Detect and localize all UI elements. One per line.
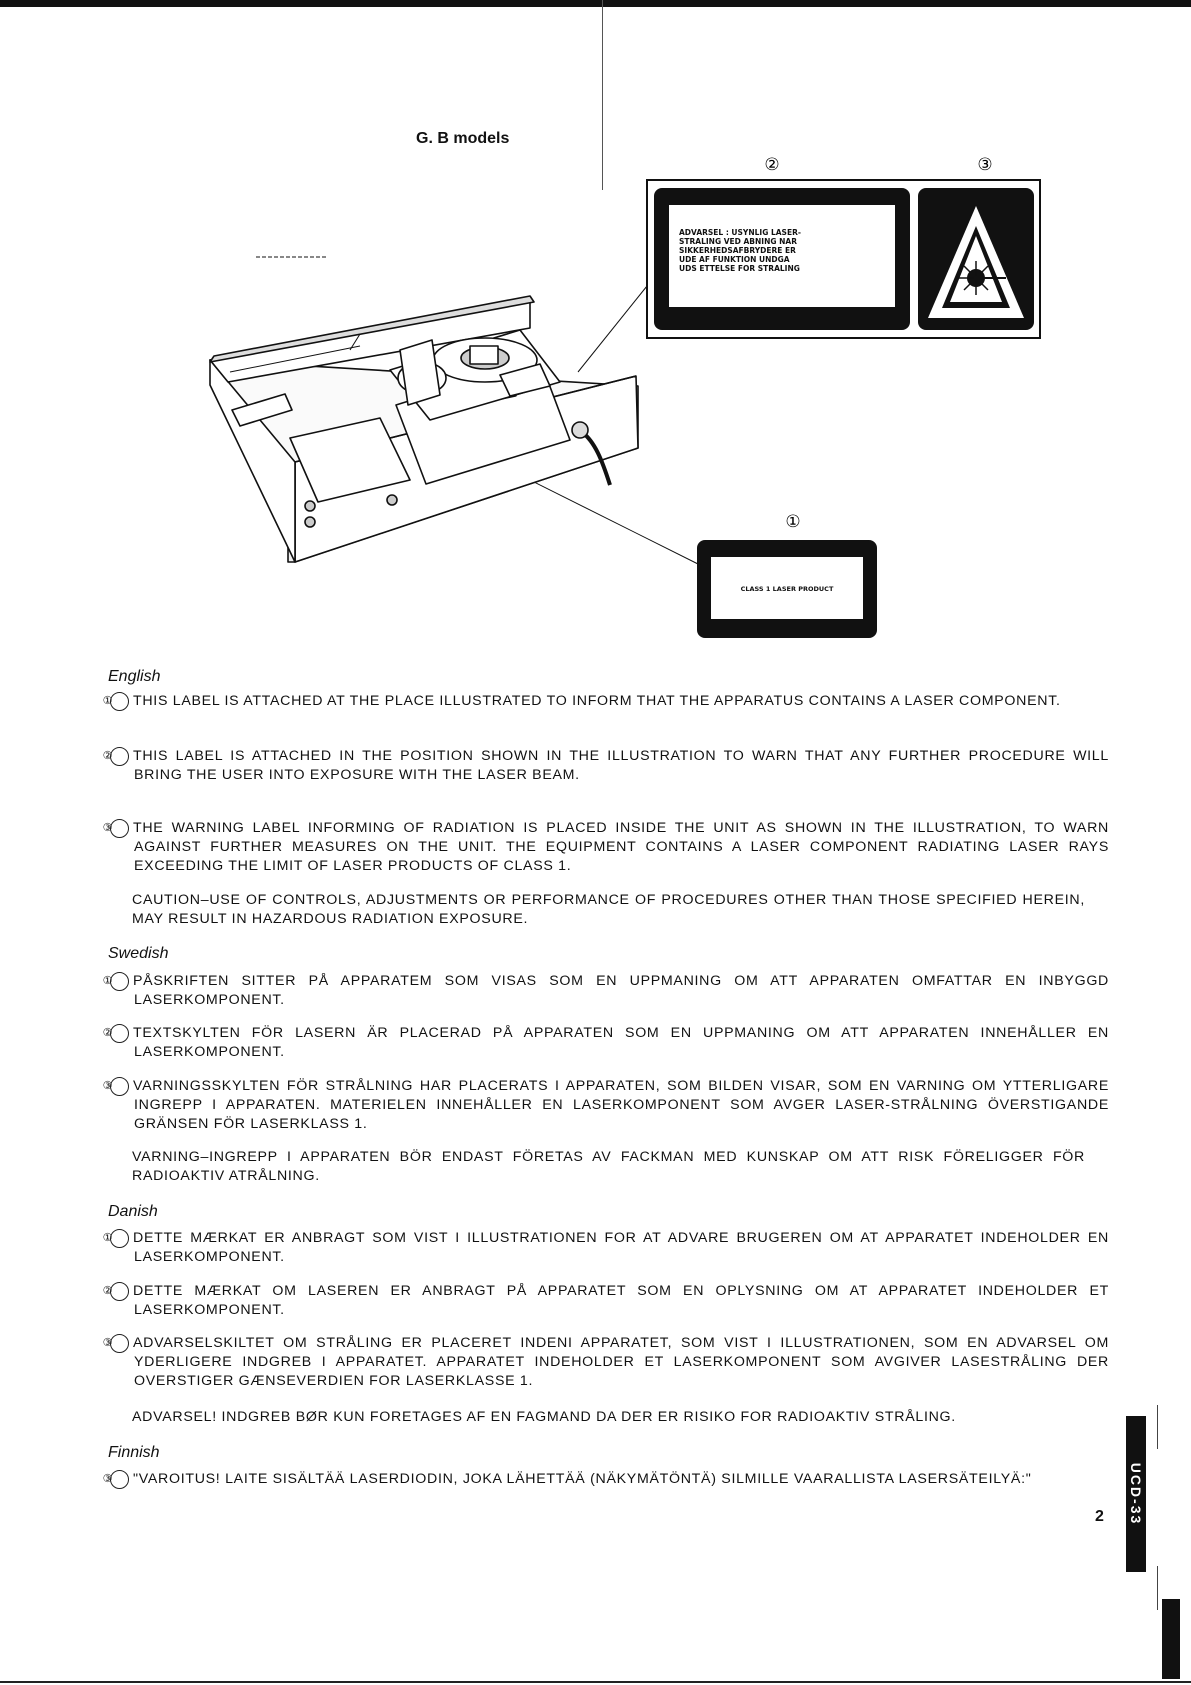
class1-label <box>697 540 877 638</box>
bottom-border <box>0 1681 1191 1683</box>
laser-label-illustration <box>200 150 1100 640</box>
swedish-item-1: ① PÅSKRIFTEN SITTER PÅ APPARATEM SOM VISAS SOM EN UPPMANING OM ATT APPARATEN OMFATTAR EN INBYGGD LASERKOMPONENT. <box>102 973 1109 1008</box>
swedish-item-3: ③ VARNINGSSKYLTEN FÖR STRÅLNING HAR PLACERATS I APPARATEN, SOM BILDEN VISAR, SOM EN VARNING OM YTTERLIGARE INGREPP I APPARATEN. MATERIELEN INNEHÅLLER EN LASERKOMPONENT SOM AVGER LASER-STRÅLNING ÖVERSTIGANDE GRÄNSEN FÖR LASERKLASS 1. <box>102 1078 1109 1132</box>
callout-3: ③ <box>977 155 993 175</box>
danish-item-3: ③ ADVARSELSKILTET OM STRÅLING ER PLACERET INDENI APPARATET, SOM VIST I ILLUSTRATIONEN, SOM EN ADVARSEL OM YDERLIGERE INDGREB I APPARATET. APPARATET INDEHOLDER ET LASERKOMPONENT SOM AVGIVER LASESTRÅLING DER OVERSTIGER GÆNSEVERDIEN FOR LASERKLASSE 1. <box>102 1335 1109 1389</box>
english-item-2: ② THIS LABEL IS ATTACHED IN THE POSITION SHOWN IN THE ILLUSTRATION TO WARN THAT ANY FURTHER PROCEDURE WILL BRING THE USER INTO EXPOSURE WITH THE LASER BEAM. <box>102 748 1109 783</box>
danish-caution: ADVARSEL! INDGREB BØR KUN FORETAGES AF EN FAGMAND DA DER ER RISIKO FOR RADIOAKTIV STRÅLING. <box>132 1409 956 1425</box>
swedish-item-2: ② TEXTSKYLTEN FÖR LASERN ÄR PLACERAD PÅ APPARATEN SOM EN UPPMANING OM ATT APPARATEN INNEHÅLLER EN LASERKOMPONENT. <box>102 1025 1109 1060</box>
danish-item-2: ② DETTE MÆRKAT OM LASEREN ER ANBRAGT PÅ APPARATET SOM EN OPLYSNING OM AT APPARATET INDEHOLDER ET LASERKOMPONENT. <box>102 1283 1109 1318</box>
warning-label-panel <box>647 180 1040 338</box>
margin-line <box>1157 1405 1158 1449</box>
danish-warning-text <box>679 228 801 273</box>
danish-item-1: ① DETTE MÆRKAT ER ANBRAGT SOM VIST I ILLUSTRATIONEN FOR AT ADVARE BRUGEREN OM AT APPARATET INDEHOLDER EN LASERKOMPONENT. <box>102 1230 1109 1265</box>
svg-text:UDS ETTELSE FOR STRALING: UDS ETTELSE FOR STRALING <box>679 264 800 273</box>
svg-text:ADVARSEL : USYNLIG LASER-: ADVARSEL : USYNLIG LASER- <box>679 228 801 237</box>
english-item-1: ① THIS LABEL IS ATTACHED AT THE PLACE ILLUSTRATED TO INFORM THAT THE APPARATUS CONTAINS A LASER COMPONENT. <box>102 693 1061 709</box>
swedish-caution: VARNING–INGREPP I APPARATEN BÖR ENDAST FÖRETAS AV FACKMAN MED KUNSKAP OM ATT RISK FÖRELIGGER FÖR RADIOAKTIV ATRÅLNING. <box>132 1149 1085 1184</box>
margin-bar <box>1162 1599 1180 1679</box>
side-tab: UCD-33 <box>1126 1416 1146 1572</box>
callout-2: ② <box>764 155 780 175</box>
page-number: 2 <box>1095 1508 1104 1525</box>
margin-line <box>1157 1566 1158 1610</box>
section-title-danish: Danish <box>108 1203 158 1220</box>
section-title-swedish: Swedish <box>108 945 169 962</box>
svg-text:STRALING VED ABNING NAR: STRALING VED ABNING NAR <box>679 237 797 246</box>
page-title: G. B models <box>416 130 510 147</box>
english-item-3: ③ THE WARNING LABEL INFORMING OF RADIATION IS PLACED INSIDE THE UNIT AS SHOWN IN THE ILLUSTRATION, TO WARN AGAINST FURTHER MEASURES ON THE UNIT. THE EQUIPMENT CONTAINS A LASER COMPONENT RADIATING LASER RAYS EXCEEDING THE LIMIT OF LASER PRODUCTS OF CLASS 1. <box>102 820 1109 874</box>
svg-text:UDE AF FUNKTION UNDGA: UDE AF FUNKTION UNDGA <box>679 255 790 264</box>
english-caution: CAUTION–USE OF CONTROLS, ADJUSTMENTS OR PERFORMANCE OF PROCEDURES OTHER THAN THOSE SPECIFIED HEREIN, MAY RESULT IN HAZARDOUS RADIATION EXPOSURE. <box>132 892 1085 927</box>
callout-1: ① <box>785 512 801 532</box>
section-title-english: English <box>108 668 161 685</box>
finnish-item-3: ③ "VAROITUS! LAITE SISÄLTÄÄ LASERDIODIN, JOKA LÄHETTÄÄ (NÄKYMÄTÖNTÄ) SILMILLE VAARALLISTA LASERSÄTEILYÄ:" <box>102 1471 1032 1487</box>
cd-player-chassis <box>210 296 638 562</box>
svg-text:CLASS 1 LASER PRODUCT: CLASS 1 LASER PRODUCT <box>740 585 834 593</box>
svg-text:SIKKERHEDSAFBRYDERE ER: SIKKERHEDSAFBRYDERE ER <box>679 246 796 255</box>
top-border <box>0 0 1191 7</box>
section-title-finnish: Finnish <box>108 1444 160 1461</box>
